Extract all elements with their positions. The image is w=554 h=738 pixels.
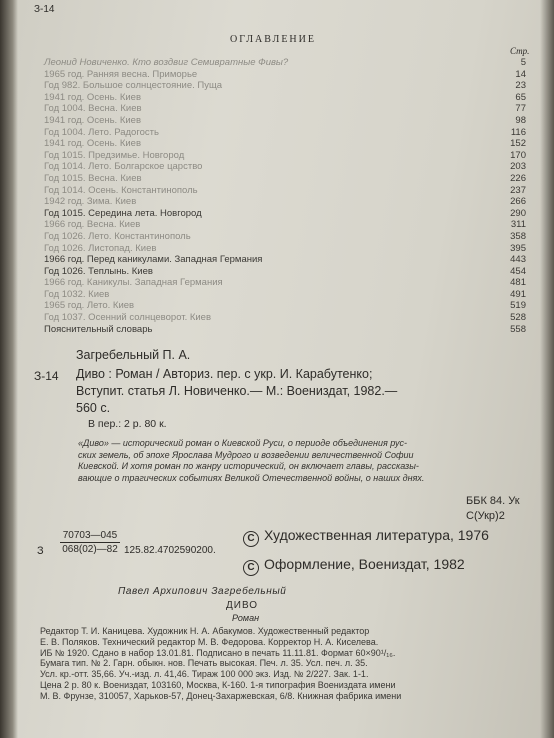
fraction-denominator: 068(02)—82 bbox=[62, 544, 118, 555]
toc-entry bbox=[44, 69, 526, 81]
imprint-line: Е. В. Поляков. Технический редактор М. В. Федорова. Корректор Н. А. Киселева. bbox=[40, 636, 379, 647]
toc-entry-page: 237 bbox=[510, 184, 526, 196]
toc-entry-title: Год 1026. Лето. Константинополь bbox=[44, 230, 191, 242]
toc-entry-page: 98 bbox=[515, 114, 526, 126]
annotation-line: «Диво» — исторический роман о Киевской Руси, о периоде объединения рус- bbox=[78, 438, 407, 448]
fraction-numerator: 70703—045 bbox=[60, 530, 120, 543]
toc-entry-page: 290 bbox=[510, 207, 526, 219]
toc-entry bbox=[44, 103, 526, 115]
toc-entry-title: Леонид Новиченко. Кто воздвиг Семивратные Фивы? bbox=[44, 57, 289, 68]
toc-entry-title: Год 1014. Лето. Болгарское царство bbox=[44, 161, 203, 173]
toc-entry-page: 528 bbox=[510, 312, 526, 324]
toc-entry bbox=[44, 138, 526, 150]
toc-entry-title: Год 1004. Весна. Киев bbox=[44, 103, 142, 115]
toc-entry-page: 23 bbox=[515, 80, 526, 92]
toc-entry-page: 395 bbox=[510, 242, 526, 254]
annotation-line: ских земель, об эпохе Ярослава Мудрого и возведении величественной Софии bbox=[78, 449, 414, 460]
copyright-icon: C bbox=[243, 560, 259, 576]
imprint-line: М. В. Фрунзе, 310057, Харьков-57, Донец-Захаржевская, 6/8. Книжная фабрика имени bbox=[40, 690, 402, 701]
toc-entry bbox=[44, 289, 526, 301]
toc-list bbox=[44, 57, 526, 335]
toc-entry bbox=[44, 277, 526, 289]
biblio-description bbox=[76, 366, 528, 417]
toc-entry-page: 311 bbox=[510, 219, 526, 231]
toc-entry-title: Год 1037. Осенний солнцеворот. Киев bbox=[44, 312, 212, 324]
toc-entry-title: 1965 год. Лето. Киев bbox=[44, 300, 135, 312]
toc-entry-page: 152 bbox=[510, 138, 526, 150]
toc-entry bbox=[44, 231, 526, 243]
toc-entry bbox=[44, 173, 526, 185]
index-letter: З bbox=[37, 545, 44, 557]
toc-title: ОГЛАВЛЕНИЕ bbox=[230, 34, 316, 45]
toc-entry-page: 5 bbox=[520, 57, 526, 68]
toc-entry-title: 1941 год. Осень. Киев bbox=[44, 114, 141, 126]
biblio-author: Загребельный П. А. bbox=[76, 348, 191, 362]
imprint-line: ИБ № 1920. Сдано в набор 13.01.81. Подписано в печать 11.11.81. Формат 60×90¹/₁₆. bbox=[40, 647, 396, 658]
toc-entry bbox=[44, 127, 526, 139]
toc-entry-title: Пояснительный словарь bbox=[44, 323, 153, 335]
bbk-code: ББК 84. Ук bbox=[466, 495, 520, 507]
biblio-desc-line: Вступит. статья Л. Новиченко.— М.: Воениздат, 1982.— bbox=[76, 384, 398, 398]
toc-entry-title: Год 1014. Осень. Константинополь bbox=[44, 184, 198, 196]
toc-entry bbox=[44, 208, 526, 220]
copyright-text-2: Оформление, Воениздат, 1982 bbox=[264, 556, 465, 572]
toc-entry-page: 116 bbox=[510, 126, 526, 138]
toc-entry-page: 266 bbox=[510, 196, 526, 208]
toc-entry bbox=[44, 57, 526, 69]
toc-entry-page: 558 bbox=[510, 323, 526, 335]
page-code: З-14 bbox=[34, 4, 55, 15]
toc-entry-title: Год 1032. Киев bbox=[44, 288, 110, 300]
toc-entry-title: Год 1026. Листопад. Киев bbox=[44, 242, 157, 254]
toc-entry-title: 1941 год. Осень. Киев bbox=[44, 91, 141, 103]
toc-entry-title: Год 1015. Середина лета. Новгород bbox=[44, 207, 202, 219]
toc-entry bbox=[44, 300, 526, 312]
toc-entry bbox=[44, 80, 526, 92]
toc-entry-title: 1966 год. Каникулы. Западная Германия bbox=[44, 277, 223, 289]
annotation-line: Киевской. И хотя роман по жанру исторический, он включает главы, рассказы- bbox=[78, 461, 419, 471]
copyright-line-2 bbox=[243, 556, 465, 576]
imprint-genre: Роман bbox=[232, 613, 260, 623]
index-fraction bbox=[60, 530, 120, 555]
toc-entry bbox=[44, 196, 526, 208]
toc-entry-title: 1941 год. Осень. Киев bbox=[44, 138, 141, 150]
toc-entry bbox=[44, 161, 526, 173]
copyright-text-1: Художественная литература, 1976 bbox=[264, 527, 489, 543]
toc-entry-title: 1942 год. Зима. Киев bbox=[44, 196, 137, 208]
toc-entry-page: 358 bbox=[510, 230, 526, 242]
imprint-line: Цена 2 р. 80 к. Воениздат, 103160, Москва, К-160. 1-я типография Воениздата имени bbox=[40, 679, 396, 690]
biblio-desc-line: 560 с. bbox=[76, 401, 111, 415]
annotation-line: вающие о трагических событиях Великой Отечественной войны, о наших днях. bbox=[78, 472, 425, 483]
biblio-desc-line: Диво : Роман / Авториз. пер. с укр. И. Карабутенко; bbox=[76, 367, 373, 381]
toc-entry-title: Год 1004. Лето. Радогость bbox=[44, 126, 159, 138]
imprint-line: Усл. кр.-отт. 35,66. Уч.-изд. л. 41,46. Тираж 100 000 экз. Изд. № 2/227. Зак. 1-1. bbox=[40, 669, 369, 680]
page-left-edge bbox=[0, 0, 18, 738]
toc-entry bbox=[44, 92, 526, 104]
toc-entry bbox=[44, 115, 526, 127]
toc-entry-page: 491 bbox=[510, 288, 526, 300]
toc-entry-title: 1965 год. Ранняя весна. Приморье bbox=[44, 68, 198, 80]
toc-entry-page: 443 bbox=[510, 254, 526, 266]
page-right-edge bbox=[540, 0, 554, 738]
toc-entry-title: Год 982. Большое солнцестояние. Пуща bbox=[44, 80, 223, 92]
toc-entry-page: 519 bbox=[510, 300, 526, 312]
toc-entry-page: 65 bbox=[515, 91, 526, 103]
imprint-details bbox=[40, 626, 540, 702]
toc-entry-page: 77 bbox=[515, 103, 526, 115]
toc-entry-page: 14 bbox=[515, 68, 526, 80]
copyright-icon: C bbox=[243, 531, 259, 547]
toc-page-header: Стр. bbox=[510, 46, 530, 56]
toc-entry-page: 170 bbox=[510, 149, 526, 161]
toc-entry bbox=[44, 254, 526, 266]
toc-entry bbox=[44, 266, 526, 278]
toc-entry bbox=[44, 324, 526, 336]
imprint-author: Павел Архипович Загребельный bbox=[118, 586, 287, 597]
toc-entry-title: Год 1015. Весна. Киев bbox=[44, 172, 142, 184]
toc-entry-page: 203 bbox=[510, 161, 526, 173]
biblio-call-number: З-14 bbox=[34, 369, 59, 383]
toc-entry bbox=[44, 219, 526, 231]
toc-entry-page: 226 bbox=[510, 172, 526, 184]
imprint-title: ДИВО bbox=[226, 600, 259, 611]
toc-entry-title: 1966 год. Перед каникулами. Западная Германия bbox=[44, 254, 263, 266]
toc-entry-title: 1966 год. Весна. Киев bbox=[44, 219, 141, 231]
toc-entry-title: Год 1015. Предзимье. Новгород bbox=[44, 149, 185, 161]
toc-entry bbox=[44, 243, 526, 255]
toc-entry bbox=[44, 150, 526, 162]
toc-entry bbox=[44, 312, 526, 324]
imprint-line: Редактор Т. И. Каницева. Художник Н. А. Абакумов. Художественный редактор bbox=[40, 626, 370, 636]
toc-entry-page: 481 bbox=[510, 277, 526, 289]
biblio-annotation bbox=[78, 438, 530, 484]
bbk-code-secondary: С(Укр)2 bbox=[466, 510, 505, 522]
toc-entry-title: Год 1026. Теплынь. Киев bbox=[44, 265, 153, 277]
copyright-line-1 bbox=[243, 527, 489, 547]
index-code: 125.82.4702590200. bbox=[124, 545, 216, 556]
toc-entry bbox=[44, 185, 526, 197]
biblio-price: В пер.: 2 р. 80 к. bbox=[88, 418, 167, 430]
imprint-line: Бумага тип. № 2. Гарн. обыкн. нов. Печать высокая. Печ. л. 35. Усл. печ. л. 35. bbox=[40, 658, 368, 669]
toc-entry-page: 454 bbox=[510, 265, 526, 277]
